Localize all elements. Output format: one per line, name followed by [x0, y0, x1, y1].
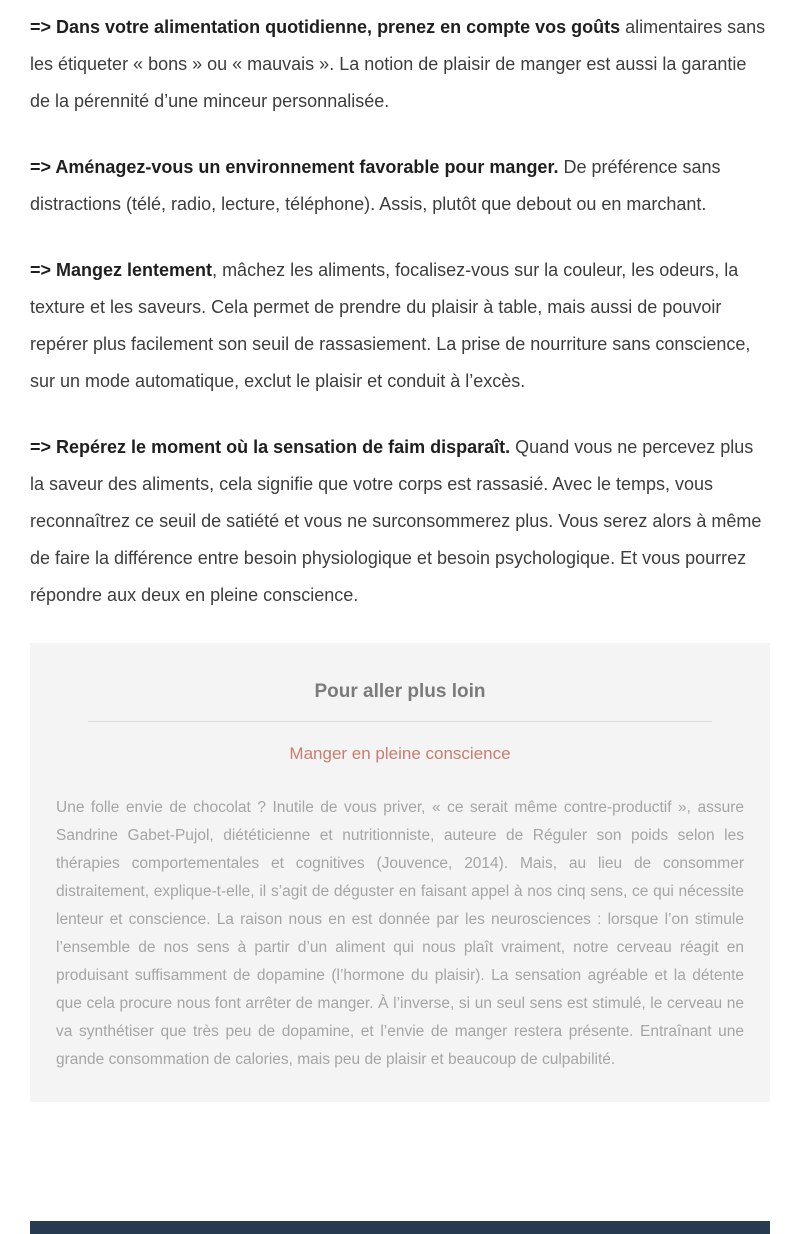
paragraph-3-text: , mâchez les aliments, focalisez-vous sur la couleur, les odeurs, la texture et les saveurs. Cela permet de prendre du plaisir à table, mais aussi de pouvoir repérer plus facilement son seuil de rassasiement. La prise de nourriture sans conscience, sur un mode automatique, exclut le plaisir et conduit à l’excès. [30, 260, 751, 391]
further-reading-box [30, 643, 770, 1102]
paragraph-1-text: alimentaires sans les étiqueter « bons » ou « mauvais ». La notion de plaisir de manger est aussi la garantie de la pérennité d’une minceur personnalisée. [30, 17, 766, 111]
article-body [0, 0, 800, 614]
paragraph-1-lead: => Dans votre alimentation quotidienne, prenez en compte vos goûts [30, 17, 621, 37]
box-link-wrap [56, 738, 744, 794]
paragraph-2-text: De préférence sans distractions (télé, radio, lecture, téléphone). Assis, plutôt que debout ou en marchant. [30, 157, 721, 214]
further-reading-link[interactable]: Manger en pleine conscience [289, 744, 511, 763]
paragraph-1 [30, 9, 770, 120]
box-body-text: Une folle envie de chocolat ? Inutile de vous priver, « ce serait même contre-productif », assure Sandrine Gabet-Pujol, diététicienne et nutritionniste, auteure de Réguler son poids selon les thérapies comportementales et cognitives (Jouvence, 2014). Mais, au lieu de consommer distraitement, explique-t-elle, il s’agit de déguster en faisant appel à nos cinq sens, ce qui nécessite lenteur et conscience. La raison nous en est donnée par les neurosciences : lorsque l’on stimule l’ensemble de nos sens à partir d’un aliment qui nous plaît vraiment, notre cerveau réagit en produisant suffisamment de dopamine (l’hormone du plaisir). La sensation agréable et la détente que cela procure nous font arrêter de manger. À l’inverse, si un seul sens est stimulé, le cerveau ne va synthétiser que très peu de dopamine, et l’envie de manger restera présente. Entraînant une grande consommation de calories, mais peu de plaisir et beaucoup de culpabilité. [56, 799, 744, 1068]
paragraph-4 [30, 429, 770, 614]
paragraph-2 [30, 149, 770, 223]
paragraph-4-lead: => Repérez le moment où la sensation de faim disparaît. [30, 437, 511, 457]
paragraph-3 [30, 252, 770, 400]
paragraph-3-lead: => Mangez lentement [30, 260, 213, 280]
paragraph-4-text: Quand vous ne percevez plus la saveur des aliments, cela signifie que votre corps est rassasié. Avec le temps, vous reconnaîtrez ce seuil de satiété et vous ne surconsommerez plus. Vous serez alors à même de faire la différence entre besoin physiologique et besoin psychologique. Et vous pourrez répondre aux deux en pleine conscience. [30, 437, 762, 605]
footer-bar [30, 1221, 770, 1234]
box-title: Pour aller plus loin [314, 681, 486, 702]
divider [88, 721, 712, 722]
paragraph-2-lead: => Aménagez-vous un environnement favorable pour manger. [30, 157, 559, 177]
